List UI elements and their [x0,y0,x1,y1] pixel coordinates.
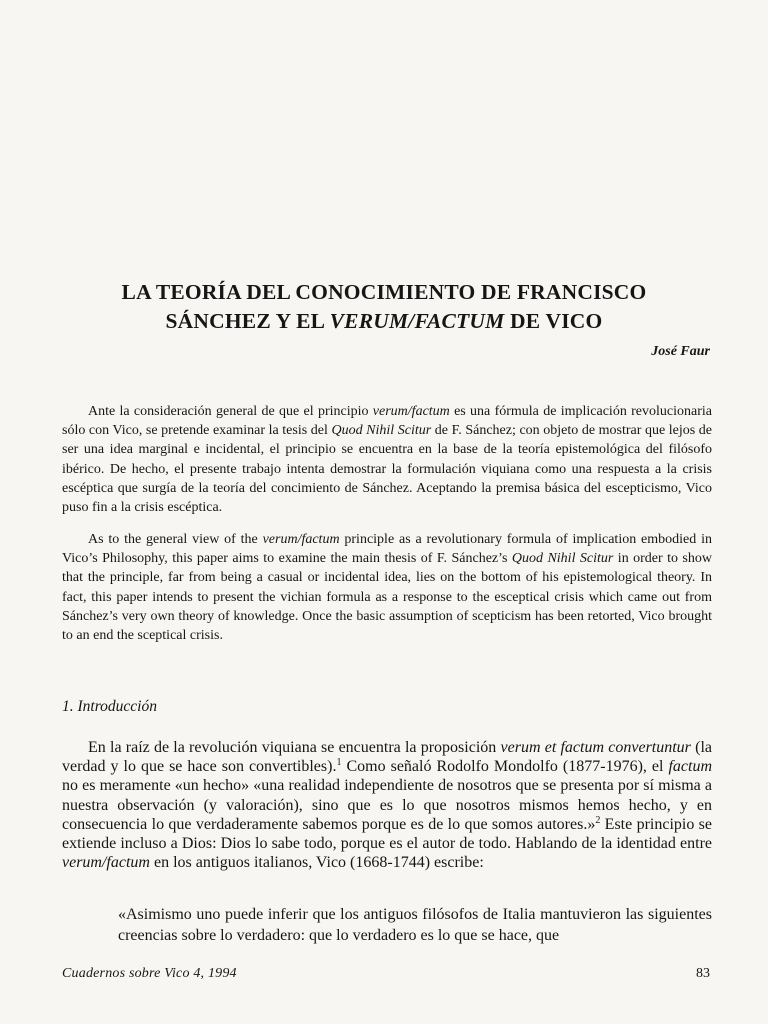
body-text: en los antiguos italianos, Vico (1668-1744) escribe: [149,854,484,872]
abstract-es-text: Ante la consideración general de que el principio [88,404,373,419]
body-text: (la verdad y lo que se hace son convertibles). [62,739,713,776]
article-title [0,278,768,336]
body-term: verum/factum [62,854,150,872]
section-heading: 1. Introducción [62,698,157,715]
abstract-spanish [62,402,712,517]
title-line-1: LA TEORÍA DEL CONOCIMIENTO DE FRANCISCO [121,280,647,304]
body-text: Como señaló Rodolfo Mondolfo (1877-1976), el [341,758,669,776]
title-line-2 [0,307,768,336]
abstract-es-text: es una fórmula de implicación revolucionaria sólo con Vico, se pretende examinar la tesis del [62,404,712,439]
abstract-en-title-ref: Quod Nihil Scitur [511,551,614,567]
footnote-marker: 1 [336,757,342,769]
abstract-english [62,530,712,645]
body-text: no es meramente «un hecho» «una realidad independiente de nosotros que se presenta por sí misma a nuestra observación (y valoración), sino que es lo que nosotros mismos hemos hecho, y en consecuencia lo que verdaderamente sabemos porque es de lo que somos autores.» [62,777,712,833]
journal-footer: Cuadernos sobre Vico 4, 1994 [62,966,237,981]
body-latin-phrase: verum et factum convertuntur [500,739,691,756]
body-paragraph [62,738,712,872]
author-name: José Faur [651,344,710,359]
abstract-en-text: principle as a revolutionary formula of implication embodied in Vico’s Philosophy, this paper aims to examine the main thesis of F. Sánchez’s [62,532,712,567]
abstract-es-term: verum/factum [372,404,450,419]
title-line-2-end: DE VICO [504,309,603,333]
abstract-en-text: As to the general view of the [88,532,263,547]
abstract-en-text: in order to show that the principle, far from being a casual or incidental idea, lies on the bottom of his epistemological theory. In fact, this paper intends to present the vichian formula as a response to the esceptical crisis which came out from Sánchez’s very own theory of knowledge. Once the basic assumption of scepticism has been retorted, Vico brought to an end the sceptical crisis. [62,551,712,644]
abstract-es-text: de F. Sánchez; con objeto de mostrar que lejos de ser una idea marginal e incidental, el principio se encuentra en la base de la teoría epistemológica del filósofo ibérico. De hecho, el presente trabajo intenta demostrar la formulación viquiana como una respuesta a la crisis escéptica que surgía de la teoría del concimiento de Sánchez. Aceptando la premisa básica del escepticismo, Vico puso fin a la crisis escéptica. [62,423,713,516]
body-text: Este principio se extiende incluso a Dios: Dios lo sabe todo, porque es el autor de todo. Hablando de la identidad entre [62,815,713,853]
body-text: En la raíz de la revolución viquiana se encuentra la proposición [88,739,501,756]
block-quote: «Asimismo uno puede inferir que los antiguos filósofos de Italia mantuvieron las siguientes creencias sobre lo verdadero: que lo verdadero es lo que se hace, que [118,906,712,944]
title-italic-term: VERUM/FACTUM [329,309,505,333]
abstract-en-term: verum/factum [262,532,340,547]
title-line-2-start: SÁNCHEZ Y EL [165,309,330,333]
body-term: factum [668,758,712,776]
footnote-marker: 2 [595,814,601,826]
page-number: 83 [696,966,710,981]
abstract-es-title-ref: Quod Nihil Scitur [331,423,432,439]
